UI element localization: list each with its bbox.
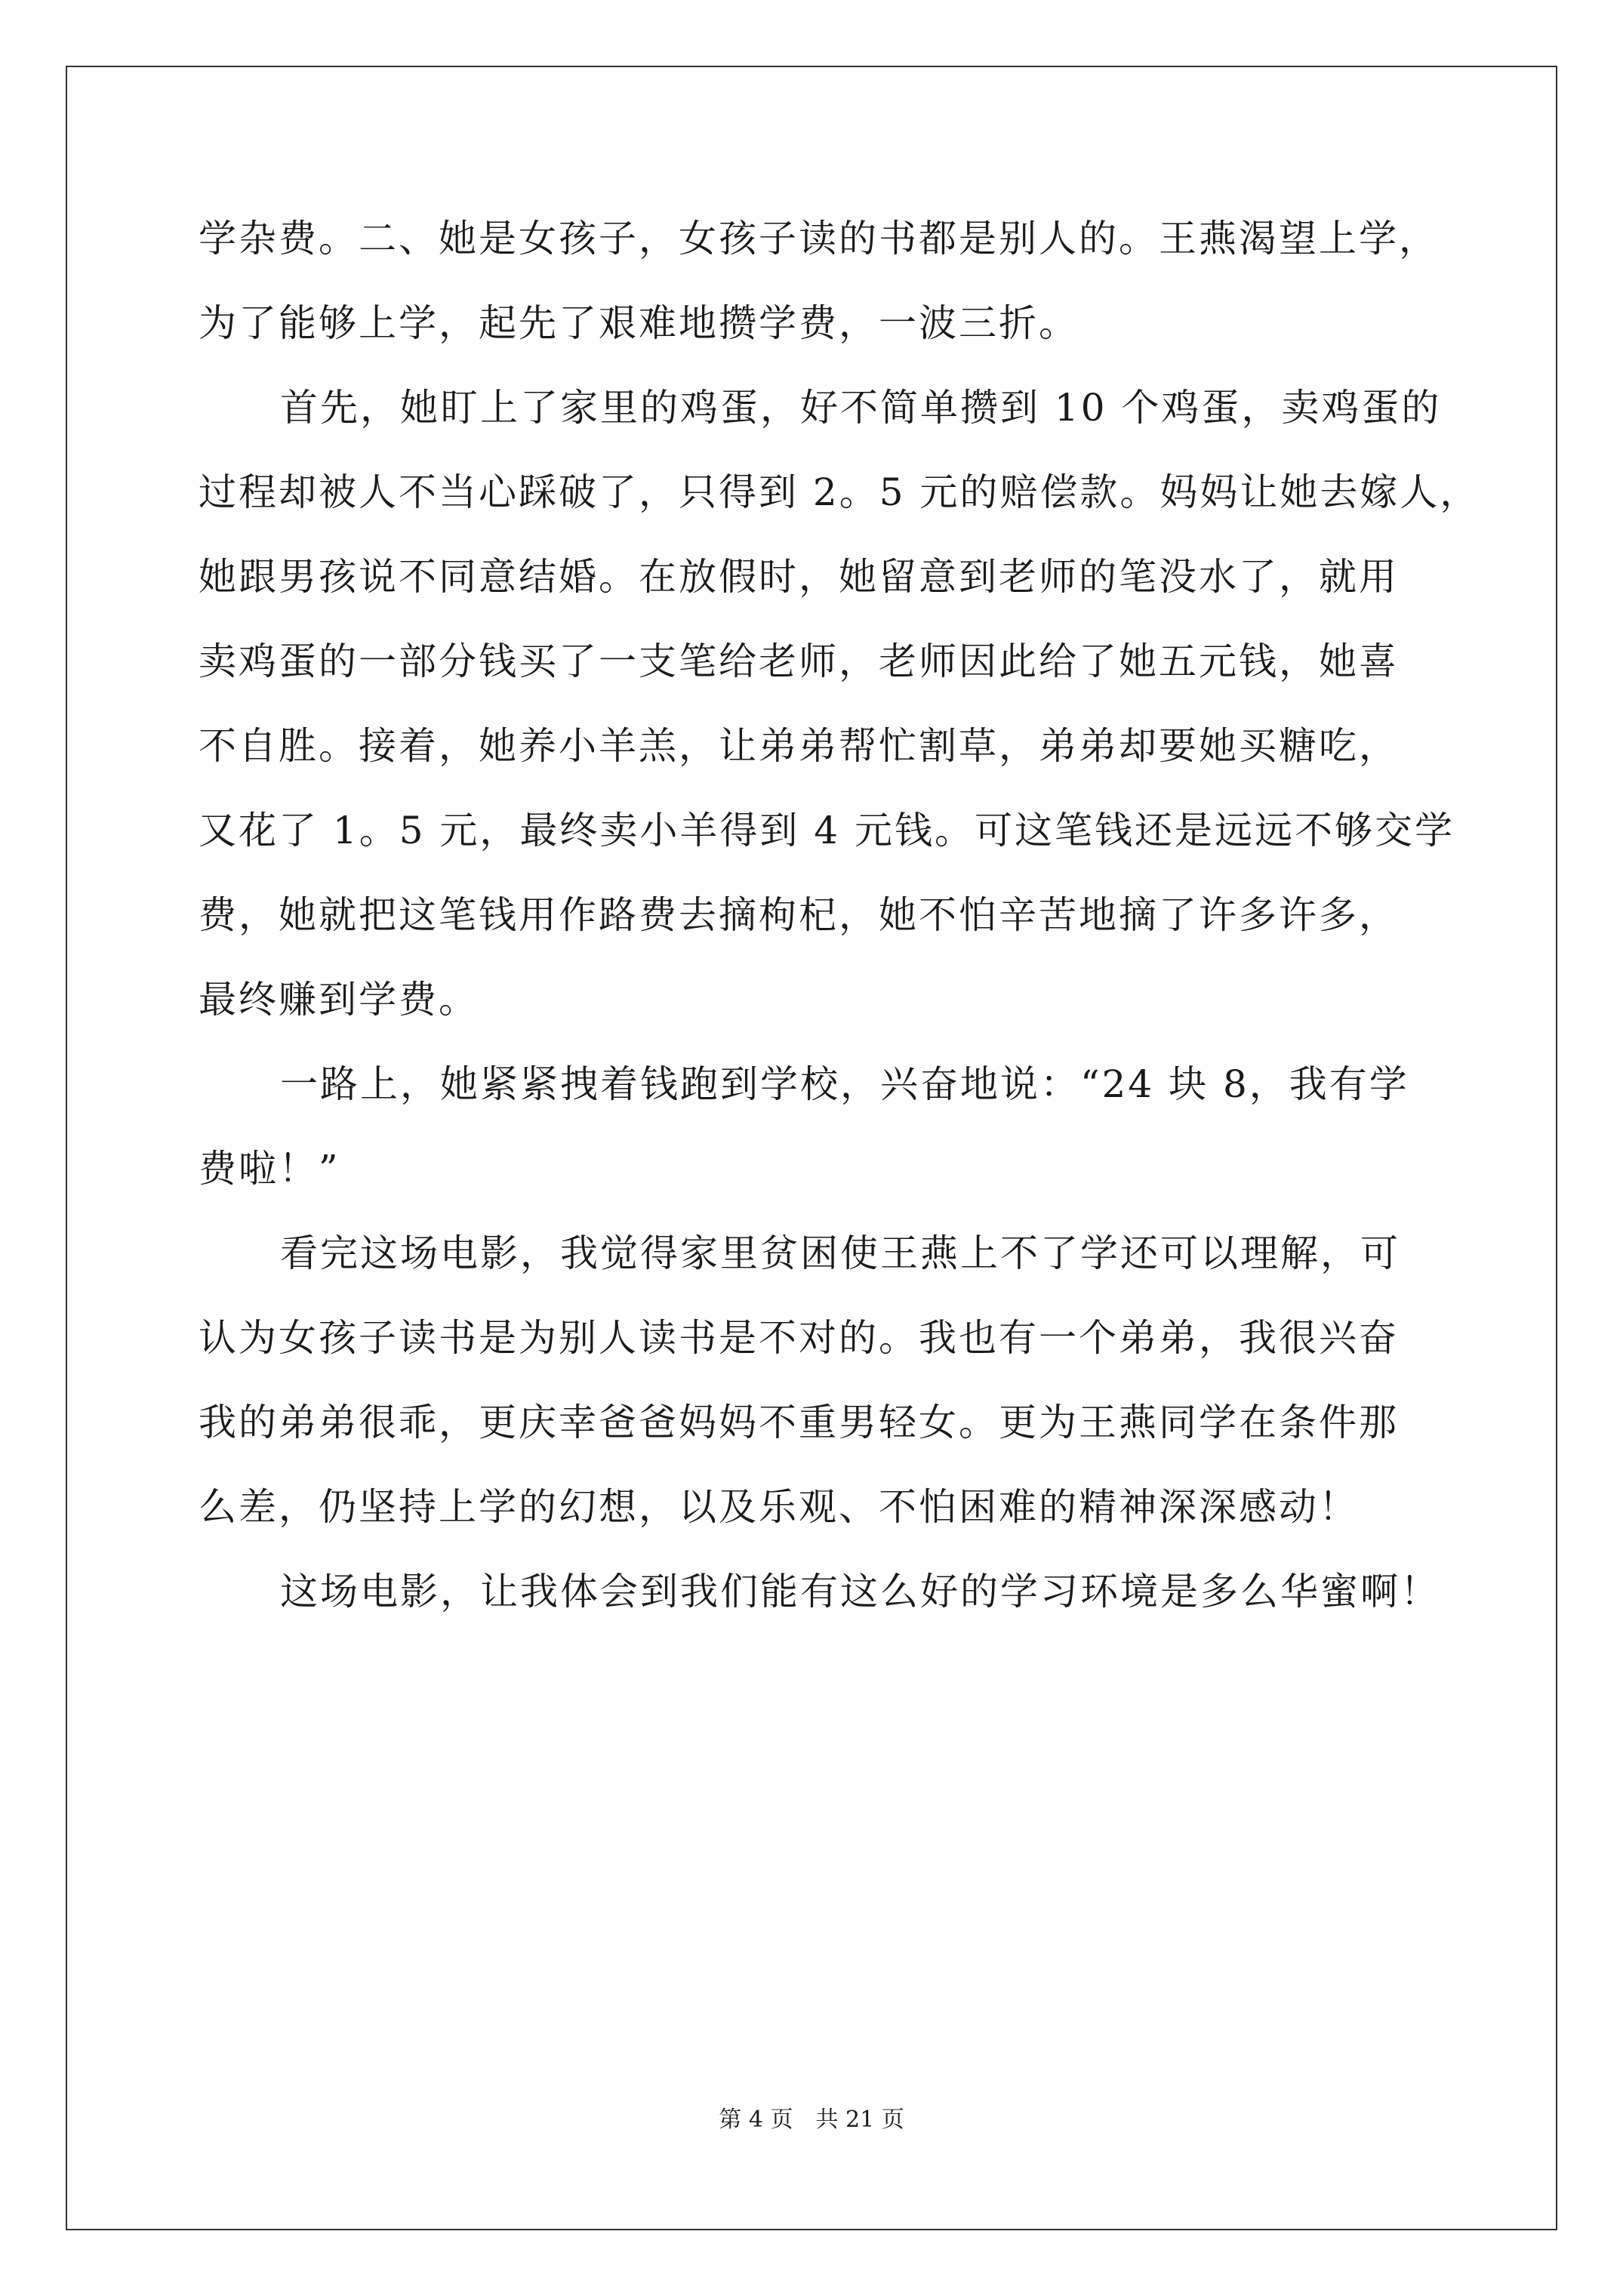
text-line: 费啦！” — [199, 1147, 340, 1191]
text-line: 又花了 1。5 元，最终卖小羊得到 4 元钱。可这笔钱还是远远不够交学 — [199, 809, 1455, 852]
text-line: 不自胜。接着，她养小羊羔，让弟弟帮忙割草，弟弟却要她买糖吃， — [199, 724, 1399, 768]
text-line: 学杂费。二、她是女孩子，女孩子读的书都是别人的。王燕渴望上学， — [199, 217, 1439, 260]
paragraph-first-line: 这场电影，让我体会到我们能有这么好的学习环境是多么华蜜啊！ — [280, 1570, 1440, 1613]
paragraph-first-line: 看完这场电影，我觉得家里贫困使王燕上不了学还可以理解，可 — [280, 1231, 1400, 1275]
text-line: 认为女孩子读书是为别人读书是不对的。我也有一个弟弟，我很兴奋 — [199, 1316, 1399, 1360]
paragraph-first-line: 一路上，她紧紧拽着钱跑到学校，兴奋地说：“24 块 8，我有学 — [280, 1062, 1409, 1106]
text-line: 卖鸡蛋的一部分钱买了一支笔给老师，老师因此给了她五元钱，她喜 — [199, 639, 1399, 683]
text-line: 过程却被人不当心踩破了，只得到 2。5 元的赔偿款。妈妈让她去嫁人， — [199, 470, 1480, 514]
document-body — [199, 196, 1480, 1634]
page-number-footer: 第 4 页 共 21 页 — [719, 2106, 904, 2133]
text-line: 我的弟弟很乖，更庆幸爸爸妈妈不重男轻女。更为王燕同学在条件那 — [199, 1401, 1399, 1444]
text-line: 费，她就把这笔钱用作路费去摘枸杞，她不怕辛苦地摘了许多许多， — [199, 893, 1399, 937]
text-line: 为了能够上学，起先了艰难地攒学费，一波三折。 — [199, 301, 1079, 345]
text-line: 最终赚到学费。 — [199, 978, 479, 1022]
text-line: 她跟男孩说不同意结婚。在放假时，她留意到老师的笔没水了，就用 — [199, 555, 1399, 599]
paragraph-first-line: 首先，她盯上了家里的鸡蛋，好不简单攒到 10 个鸡蛋，卖鸡蛋的 — [280, 386, 1442, 430]
text-line: 么差，仍坚持上学的幻想，以及乐观、不怕困难的精神深深感动！ — [199, 1485, 1359, 1529]
